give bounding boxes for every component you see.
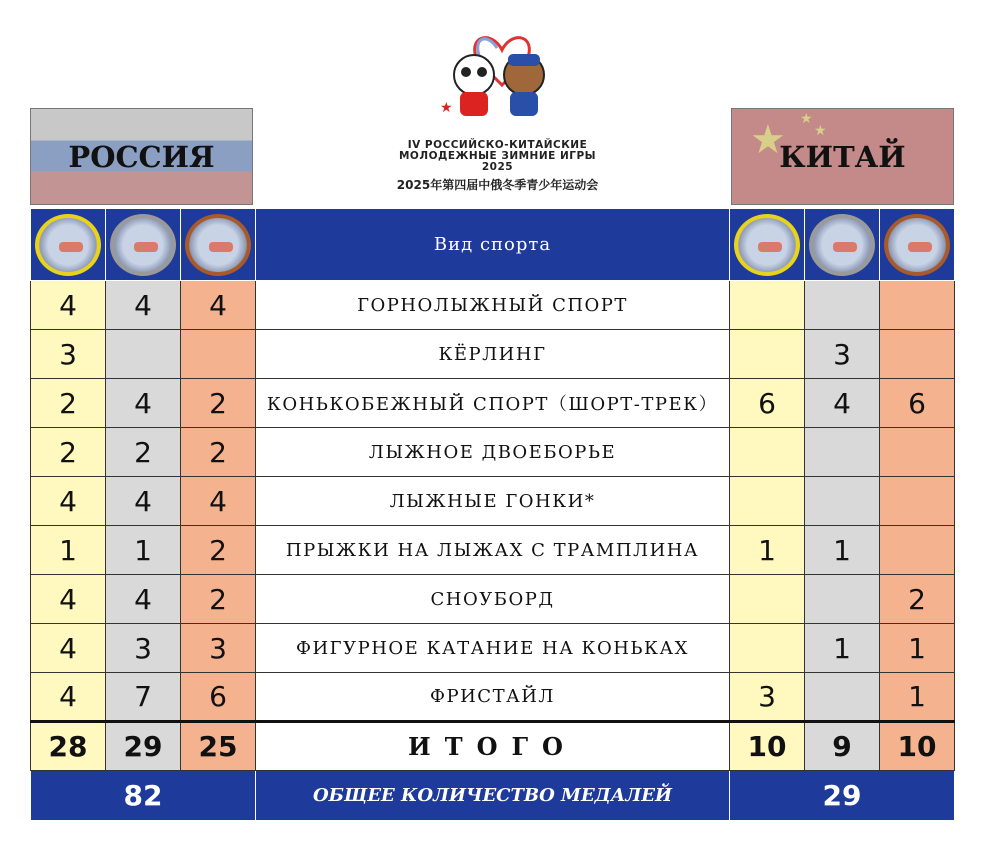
footer-row (31, 771, 955, 821)
china-gold-count (730, 477, 805, 526)
ru-gold-header (31, 209, 106, 281)
russia-gold-count: 2 (31, 379, 106, 428)
table-row (31, 526, 955, 575)
russia-flag-header (30, 108, 253, 205)
china-gold-count: 3 (730, 673, 805, 722)
russia-gold-count: 4 (31, 281, 106, 330)
russia-bronze-count: 4 (181, 281, 256, 330)
china-flag-header (731, 108, 954, 205)
russia-silver-count: 4 (106, 575, 181, 624)
russia-silver-count: 1 (106, 526, 181, 575)
event-title-cn: 2025年第四届中俄冬季青少年运动会 (396, 178, 599, 192)
table-row (31, 575, 955, 624)
event-title-ru-line3: 2025 (481, 161, 514, 173)
china-bronze-count (880, 526, 955, 575)
silver-medal-icon (110, 214, 176, 276)
medal-table (30, 208, 955, 821)
china-bronze-count (880, 477, 955, 526)
russia-silver-count: 4 (106, 379, 181, 428)
table-row (31, 624, 955, 673)
china-gold-count (730, 330, 805, 379)
russia-gold-count: 2 (31, 428, 106, 477)
russia-bronze-count: 3 (181, 624, 256, 673)
china-silver-count (805, 281, 880, 330)
sport-name: СНОУБОРД (256, 575, 730, 624)
bronze-medal-icon (884, 214, 950, 276)
russia-total-medals: 82 (31, 771, 256, 821)
china-silver-count: 1 (805, 526, 880, 575)
russia-gold-count: 1 (31, 526, 106, 575)
table-row (31, 379, 955, 428)
russia-silver-count: 3 (106, 624, 181, 673)
russia-bronze-count: 2 (181, 526, 256, 575)
cn-gold-header (730, 209, 805, 281)
team-russia-label: РОССИЯ (68, 139, 215, 174)
china-gold-count: 1 (730, 526, 805, 575)
china-bronze-count (880, 428, 955, 477)
china-gold-count (730, 428, 805, 477)
table-row (31, 673, 955, 722)
games-mascot-logo (432, 30, 562, 125)
china-gold-count: 10 (730, 722, 805, 771)
russia-bronze-count: 2 (181, 428, 256, 477)
russia-bronze-count: 6 (181, 673, 256, 722)
sport-name: ФРИСТАЙЛ (256, 673, 730, 722)
ru-bronze-header (181, 209, 256, 281)
russia-gold-count: 28 (31, 722, 106, 771)
china-bronze-count: 1 (880, 624, 955, 673)
russia-bronze-count: 2 (181, 575, 256, 624)
china-silver-count (805, 428, 880, 477)
russia-bronze-count: 25 (181, 722, 256, 771)
china-bronze-count: 10 (880, 722, 955, 771)
event-title (330, 140, 665, 193)
flag-star-icon: ★ (800, 111, 813, 127)
sport-name: ИТОГО (256, 722, 730, 771)
russia-gold-count: 3 (31, 330, 106, 379)
china-silver-count (805, 673, 880, 722)
china-bronze-count: 6 (880, 379, 955, 428)
total-medals-label: ОБЩЕЕ КОЛИЧЕСТВО МЕДАЛЕЙ (256, 771, 730, 821)
sport-column-header: Вид спорта (256, 209, 730, 281)
china-silver-count: 3 (805, 330, 880, 379)
china-bronze-count: 2 (880, 575, 955, 624)
china-silver-count: 9 (805, 722, 880, 771)
gold-medal-icon (35, 214, 101, 276)
sport-name: ЛЫЖНОЕ ДВОЕБОРЬЕ (256, 428, 730, 477)
sport-name: КОНЬКОБЕЖНЫЙ СПОРТ（ШОРТ-ТРЕК） (256, 379, 730, 428)
table-row (31, 281, 955, 330)
totals-row (31, 722, 955, 771)
china-bronze-count (880, 281, 955, 330)
russia-silver-count: 4 (106, 281, 181, 330)
event-title-ru-line2: МОЛОДЕЖНЫЕ ЗИМНИЕ ИГРЫ (398, 150, 597, 162)
sport-name: ГОРНОЛЫЖНЫЙ СПОРТ (256, 281, 730, 330)
russia-bronze-count: 2 (181, 379, 256, 428)
china-total-medals: 29 (730, 771, 955, 821)
china-gold-count (730, 624, 805, 673)
russia-gold-count: 4 (31, 624, 106, 673)
russia-gold-count: 4 (31, 575, 106, 624)
sport-name: ЛЫЖНЫЕ ГОНКИ* (256, 477, 730, 526)
flag-star-icon: ★ (750, 117, 786, 163)
svg-text:★: ★ (440, 100, 453, 116)
russia-silver-count (106, 330, 181, 379)
table-row (31, 477, 955, 526)
russia-silver-count: 2 (106, 428, 181, 477)
china-gold-count: 6 (730, 379, 805, 428)
flag-star-icon: ★ (814, 123, 827, 139)
russia-silver-count: 4 (106, 477, 181, 526)
table-header-row (31, 209, 955, 281)
sport-name: КЁРЛИНГ (256, 330, 730, 379)
russia-bronze-count: 4 (181, 477, 256, 526)
gold-medal-icon (734, 214, 800, 276)
china-bronze-count: 1 (880, 673, 955, 722)
china-silver-count: 4 (805, 379, 880, 428)
china-silver-count (805, 477, 880, 526)
china-bronze-count (880, 330, 955, 379)
silver-medal-icon (809, 214, 875, 276)
russia-gold-count: 4 (31, 673, 106, 722)
sport-name: ПРЫЖКИ НА ЛЫЖАХ С ТРАМПЛИНА (256, 526, 730, 575)
cn-silver-header (805, 209, 880, 281)
event-title-ru-line1: IV РОССИЙСКО-КИТАЙСКИЕ (407, 139, 588, 151)
table-row (31, 428, 955, 477)
china-silver-count: 1 (805, 624, 880, 673)
russia-gold-count: 4 (31, 477, 106, 526)
russia-bronze-count (181, 330, 256, 379)
sport-name: ФИГУРНОЕ КАТАНИЕ НА КОНЬКАХ (256, 624, 730, 673)
china-silver-count (805, 575, 880, 624)
russia-silver-count: 29 (106, 722, 181, 771)
cn-bronze-header (880, 209, 955, 281)
team-china-label: КИТАЙ (779, 139, 906, 174)
ru-silver-header (106, 209, 181, 281)
bronze-medal-icon (185, 214, 251, 276)
russia-silver-count: 7 (106, 673, 181, 722)
china-gold-count (730, 575, 805, 624)
table-row (31, 330, 955, 379)
china-gold-count (730, 281, 805, 330)
